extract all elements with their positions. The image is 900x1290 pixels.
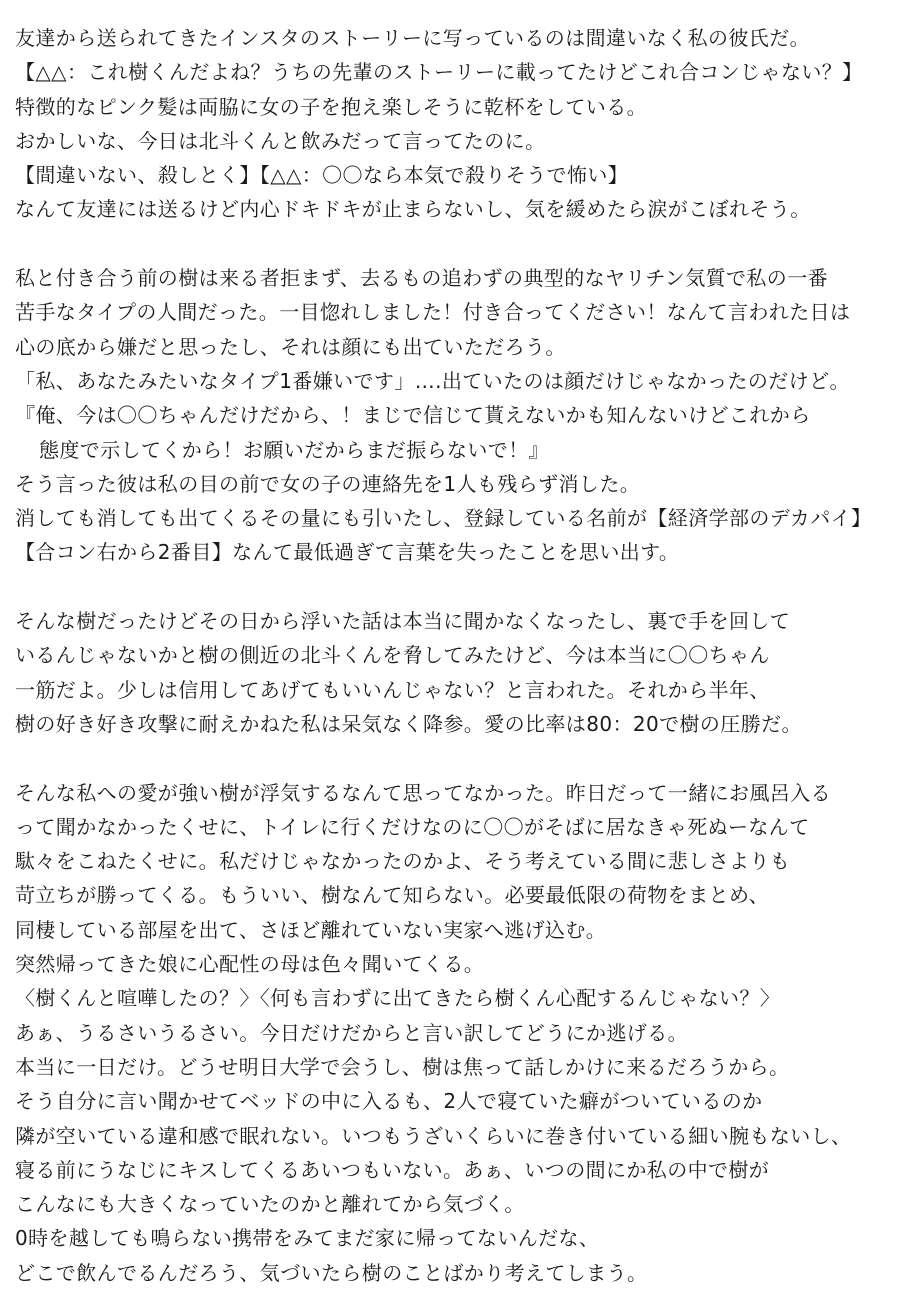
text-line: 消しても消しても出てくるその量にも引いたし、登録している名前が【経済学部のデカパイ】 <box>15 506 872 531</box>
text-line: おかしいな、今日は北斗くんと飲みだって言ってたのに。 <box>15 128 546 153</box>
text-line: 一筋だよ。少しは信用してあげてもいいんじゃない？と言われた。それから半年、 <box>15 677 770 702</box>
text-line: そう言った彼は私の目の前で女の子の連絡先を1人も残らず消した。 <box>15 471 641 496</box>
text-line: 苛立ちが勝ってくる。もういい、樹なんて知らない。必要最低限の荷物をまとめ、 <box>15 883 769 908</box>
text-line: こんなにも大きくなっていたのかと離れてから気づく。 <box>15 1192 525 1217</box>
story-text-document <box>15 21 890 1290</box>
text-line: 態度で示してくから！お願いだからまだ振らないで！』 <box>39 437 549 462</box>
text-line: 寝る前にうなじにキスしてくるあいつもいない。あぁ、いつの間にか私の中で樹が <box>15 1157 770 1182</box>
text-line: 同棲している部屋を出て、さほど離れていない実家へ逃げ込む。 <box>15 917 607 942</box>
text-line: 本当に一日だけ。どうせ明日大学で会うし、樹は焦って話しかけに来るだろうから。 <box>15 1054 790 1079</box>
text-line: 駄々をこねたくせに。私だけじゃなかったのかよ、そう考えている間に悲しさよりも <box>15 849 791 874</box>
paragraph-gap <box>15 741 890 775</box>
text-line: 樹の好き好き攻撃に耐えかねた私は呆気なく降参。愛の比率は80：20で樹の圧勝だ。 <box>15 711 802 736</box>
text-line: そんな私への愛が強い樹が浮気するなんて思ってなかった。昨日だって一緒にお風呂入る <box>15 780 831 805</box>
text-line: 【間違いない、殺しとく】【△△：〇〇なら本気で殺りそうで怖い】 <box>15 163 629 188</box>
text-line: 特徴的なピンク髪は両脇に女の子を抱え楽しそうに乾杯をしている。 <box>15 94 647 119</box>
text-line: 【△△：これ樹くんだよね？うちの先輩のストーリーに載ってたけどこれ合コンじゃない？】 <box>15 60 863 85</box>
paragraph-gap <box>15 227 890 261</box>
text-line: 友達から送られてきたインスタのストーリーに写っているのは間違いなく私の彼氏だ。 <box>15 26 810 50</box>
text-line: あぁ、うるさいうるさい。今日だけだからと言い訳してどうにか逃げる。 <box>15 1020 688 1045</box>
text-line: どこで飲んでるんだろう、気づいたら樹のことばかり考えてしまう。 <box>15 1260 648 1285</box>
text-line: 心の底から嫌だと思ったし、それは顔にも出ていただろう。 <box>15 334 566 359</box>
text-line: 〈樹くんと喧嘩したの？〉〈何も言わずに出てきたら樹くん心配するんじゃない？〉 <box>15 986 781 1011</box>
text-line: 苦手なタイプの人間だった。一目惚れしました！付き合ってください！なんて言われた日は <box>15 300 851 325</box>
text-line: そう自分に言い聞かせてベッドの中に入るも、2人で寝ていた癖がついているのか <box>15 1089 763 1114</box>
text-line: なんて友達には送るけど内心ドキドキが止まらないし、気を緩めたら涙がこぼれそう。 <box>15 197 811 222</box>
text-line: 『俺、今は〇〇ちゃんだけだから、！まじで信じて貰えないかも知んないけどこれから <box>15 403 811 428</box>
text-line: いるんじゃないかと樹の側近の北斗くんを脅してみたけど、今は本当に〇〇ちゃん <box>15 643 770 668</box>
text-line: 【合コン右から2番目】なんて最低過ぎて言葉を失ったことを思い出す。 <box>15 540 680 565</box>
text-line: 0時を越しても鳴らない携帯をみてまだ家に帰ってないんだな、 <box>15 1226 600 1251</box>
text-line: 隣が空いている違和感で眠れない。いつもうざいくらいに巻き付いている細い腕もないし、 <box>15 1123 852 1148</box>
text-line: って聞かなかったくせに、トイレに行くだけなのに〇〇がそばに居なきゃ死ぬーなんて <box>15 814 810 839</box>
text-line: 私と付き合う前の樹は来る者拒まず、去るもの追わずの典型的なヤリチン気質で私の一番 <box>15 266 828 291</box>
text-line: 「私、あなたみたいなタイプ1番嫌いです」….出ていたのは顔だけじゃなかったのだけど。 <box>15 368 850 393</box>
text-line: そんな樹だったけどその日から浮いた話は本当に聞かなくなったし、裏で手を回して <box>15 609 791 634</box>
paragraph-gap <box>15 570 890 604</box>
text-line: 突然帰ってきた娘に心配性の母は色々聞いてくる。 <box>15 952 485 977</box>
